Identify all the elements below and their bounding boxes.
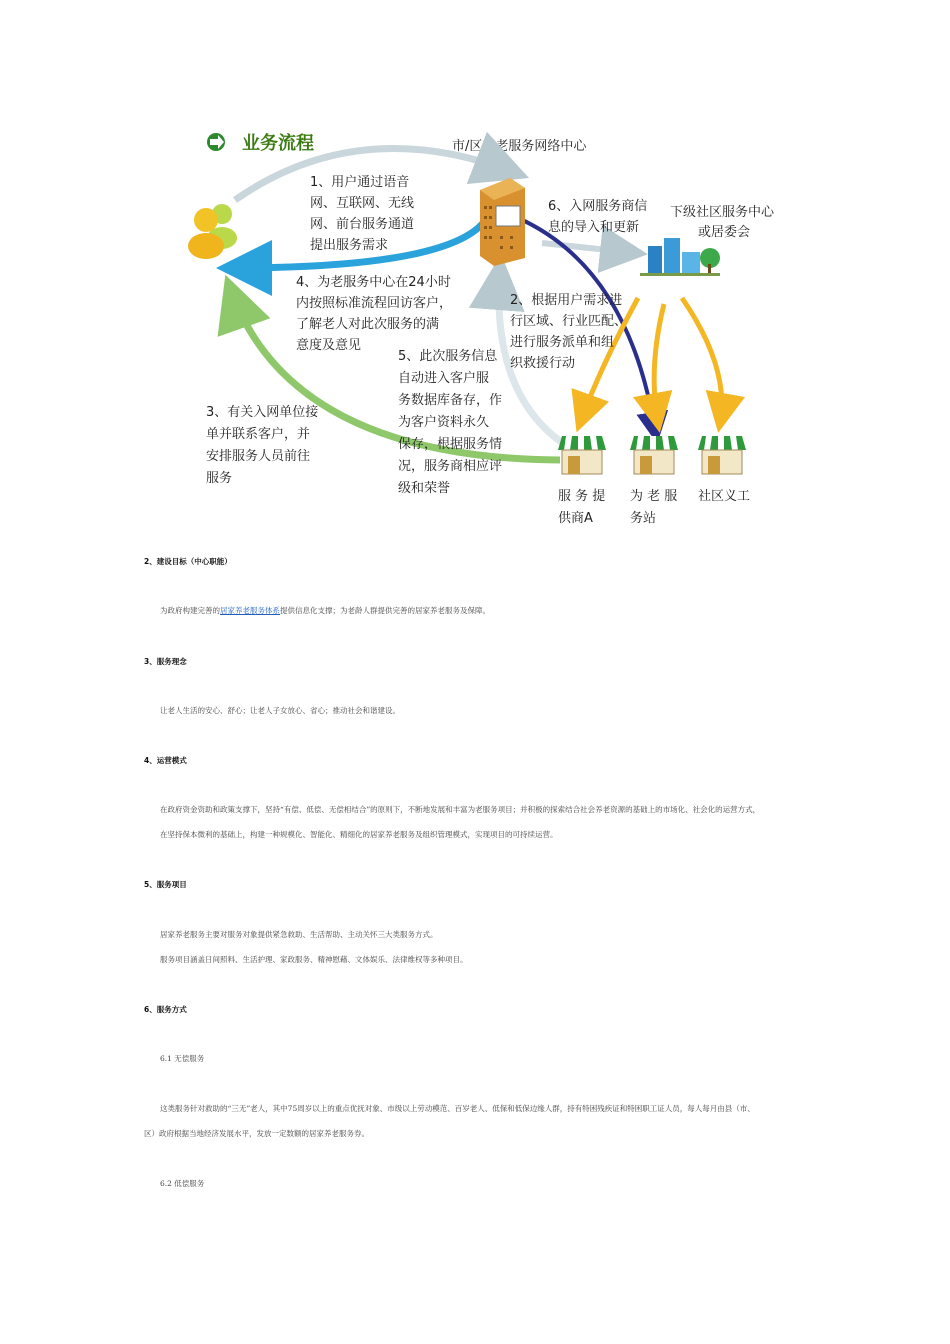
step4-text <box>296 274 452 353</box>
home-care-system-link[interactable]: 居家养老服务体系 <box>220 606 280 615</box>
svg-text:为客户资料永久: 为客户资料永久 <box>398 415 490 430</box>
svg-text:网、前台服务通道: 网、前台服务通道 <box>310 217 415 232</box>
free-service-paragraph-2: 区）政府根据当地经济发展水平，发放一定数额的居家养老服务券。 <box>144 1129 369 1138</box>
elder-station-label-line2: 务站 <box>630 511 657 526</box>
section-heading-operation: 4、运营模式 <box>144 756 187 765</box>
sync-arrow <box>542 243 636 253</box>
community-label-line1: 下级社区服务中心 <box>670 205 775 220</box>
network-center-label: 市/区为老服务网络中心 <box>452 139 587 154</box>
projects-paragraph-2: 服务项目涵盖日间照料、生活护理、家政服务、精神慰藉、文体娱乐、法律维权等多种项目。 <box>160 955 468 964</box>
free-service-paragraph-1: 这类服务针对救助的“三无”老人，其中75周岁以上的重点优抚对象、市级以上劳动模范、百岁老人、低保和低保边缘人群，持有特困残疾证和特困职工证人员，每人每月由县（市、 <box>160 1104 755 1113</box>
philosophy-paragraph: 让老人生活的安心、舒心；让老人子女放心、省心；推动社会和谐建设。 <box>160 706 400 715</box>
svg-text:1、用户通过语音: 1、用户通过语音 <box>310 175 410 190</box>
svg-text:级和荣誉: 级和荣誉 <box>398 481 451 496</box>
svg-text:5、此次服务信息: 5、此次服务信息 <box>398 349 498 364</box>
svg-text:务数据库备存，作: 务数据库备存，作 <box>398 393 503 408</box>
step6-text <box>548 198 647 235</box>
svg-text:内按照标准流程回访客户，: 内按照标准流程回访客户， <box>296 296 453 311</box>
svg-text:6、入网服务商信: 6、入网服务商信 <box>548 199 648 214</box>
community-center-icon <box>640 238 720 276</box>
goals-text-after: 提供信息化支撑；为老龄人群提供完善的居家养老服务及保障。 <box>280 606 490 615</box>
svg-text:服务: 服务 <box>206 471 233 486</box>
section-heading-service-modes: 6、服务方式 <box>144 1005 187 1014</box>
svg-text:3、有关入网单位接: 3、有关入网单位接 <box>206 405 319 420</box>
step5-text <box>398 348 502 496</box>
projects-paragraph-1: 居家养老服务主要对服务对象提供紧急救助、生活帮助、主动关怀三大类服务方式。 <box>160 930 438 939</box>
svg-text:提出服务需求: 提出服务需求 <box>310 238 389 253</box>
yellow-arrow-c <box>682 298 722 423</box>
svg-text:织救援行动: 织救援行动 <box>510 356 576 371</box>
subheading-free-service: 6.1 无偿服务 <box>160 1054 205 1063</box>
svg-text:息的导入和更新: 息的导入和更新 <box>548 220 640 235</box>
provider-a-label-line2: 供商A <box>558 511 593 526</box>
elderly-users-icon <box>188 204 237 259</box>
svg-text:况，服务商相应评: 况，服务商相应评 <box>398 459 503 474</box>
svg-text:保存，根据服务情: 保存，根据服务情 <box>398 437 503 452</box>
svg-text:4、为老服务中心在24小时: 4、为老服务中心在24小时 <box>296 275 451 290</box>
svg-text:意度及意见: 意度及意见 <box>296 338 362 353</box>
svg-text:进行服务派单和组: 进行服务派单和组 <box>510 335 615 350</box>
provider-a-label-line1: 服 务 提 <box>558 489 606 504</box>
title-arrow-icon <box>207 133 225 151</box>
operation-paragraph-1: 在政府资金资助和政策支撑下，坚持“有偿、低偿、无偿相结合”的原则下，不断地发展和丰富为老服务项目；并积极的探索结合社会养老资源的基础上的市场化、社会化的运营方式， <box>160 805 761 814</box>
service-provider-a-icon <box>558 436 606 474</box>
step3-text <box>206 404 318 486</box>
network-center-building-icon <box>480 178 525 266</box>
goals-paragraph <box>160 605 490 616</box>
section-heading-philosophy: 3、服务理念 <box>144 657 187 666</box>
elder-station-label-line1: 为 老 服 <box>630 489 678 504</box>
subheading-low-cost-service: 6.2 低偿服务 <box>160 1179 205 1188</box>
elder-service-station-icon <box>630 436 678 474</box>
svg-text:安排服务人员前往: 安排服务人员前往 <box>206 449 311 464</box>
diagram-title: 业务流程 <box>242 133 314 154</box>
operation-paragraph-2: 在坚持保本微利的基础上，构建一种规模化、智能化、精细化的居家养老服务及组织管理模式，实现项目的可持续运营。 <box>160 830 558 839</box>
svg-text:网、互联网、无线: 网、互联网、无线 <box>310 196 415 211</box>
volunteer-shop-icon <box>698 436 746 474</box>
yellow-arrow-b <box>654 304 664 423</box>
svg-text:单并联系客户，并: 单并联系客户，并 <box>206 427 311 442</box>
business-flow-diagram <box>170 118 790 538</box>
community-label-line2: 或居委会 <box>698 225 751 240</box>
svg-text:了解老人对此次服务的满: 了解老人对此次服务的满 <box>296 317 440 332</box>
svg-text:自动进入客户服: 自动进入客户服 <box>398 371 490 386</box>
goals-text-before: 为政府构建完善的 <box>160 606 220 615</box>
step1-text <box>310 174 414 253</box>
volunteer-label: 社区义工 <box>698 489 751 504</box>
svg-text:2、根据用户需求进: 2、根据用户需求进 <box>510 293 623 308</box>
svg-text:行区域、行业匹配、: 行区域、行业匹配、 <box>510 314 628 329</box>
section-heading-projects: 5、服务项目 <box>144 880 187 889</box>
section-heading-goals: 2、建设目标（中心职能） <box>144 557 232 566</box>
